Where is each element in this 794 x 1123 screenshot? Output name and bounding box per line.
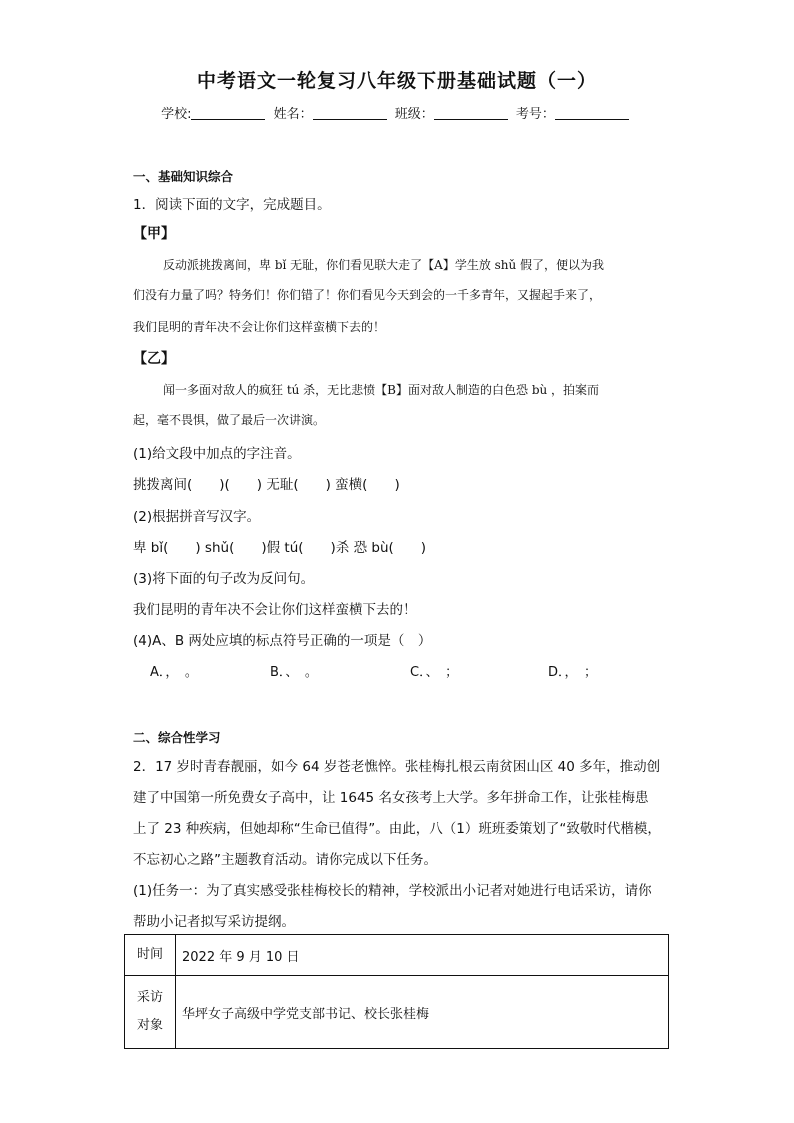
name-label: 姓名： bbox=[273, 107, 313, 122]
subquestion2: (2)根据拼音写汉字。 bbox=[133, 509, 261, 525]
passage-jia-label: 【甲】 bbox=[133, 226, 175, 242]
class-blank[interactable] bbox=[434, 106, 508, 120]
time-header: 时间 bbox=[125, 935, 176, 976]
time-value: 2022 年 9 月 10 日 bbox=[176, 935, 669, 976]
section2-heading: 二、综合性学习 bbox=[133, 730, 221, 745]
exam-no-label: 考号： bbox=[515, 107, 555, 122]
passage-jia-line2: 们没有力量了吗？特务们！你们错了！你们看见今天到会的一千多青年，又握起手来了， bbox=[133, 288, 602, 302]
exam-no-blank[interactable] bbox=[555, 106, 629, 120]
school-blank[interactable] bbox=[191, 106, 265, 120]
name-blank[interactable] bbox=[313, 106, 387, 120]
subquestion1-answer-blanks[interactable]: 挑拨离间( )( ) 无耻( ) 蛮横( ) bbox=[133, 477, 400, 493]
interviewee-header-line2: 对象 bbox=[136, 1018, 163, 1033]
question2-line4: 不忘初心之路”主题教育活动。请你完成以下任务。 bbox=[133, 852, 437, 868]
option-c[interactable]: C．、 ； bbox=[410, 665, 459, 680]
subquestion3-sentence: 我们昆明的青年决不会让你们这样蛮横下去的！ bbox=[133, 602, 417, 618]
question1-stem: 1．阅读下面的文字，完成题目。 bbox=[133, 197, 331, 213]
interviewee-header-line1: 采访 bbox=[136, 990, 163, 1005]
task1-line2: 帮助小记者拟写采访提纲。 bbox=[133, 914, 295, 930]
passage-yi-label: 【乙】 bbox=[133, 351, 175, 367]
question2-line1: 2．17 岁时青春靓丽，如今 64 岁苍老憔悴。张桂梅扎根云南贫困山区 40 多年，推动创 bbox=[133, 759, 661, 775]
table-row bbox=[125, 935, 669, 976]
option-b[interactable]: B．、 。 bbox=[270, 665, 318, 680]
class-label: 班级： bbox=[394, 107, 434, 122]
task1-line1: (1)任务一：为了真实感受张桂梅校长的精神，学校派出小记者对她进行电话采访，请你 bbox=[133, 883, 652, 899]
subquestion3: (3)将下面的句子改为反问句。 bbox=[133, 571, 315, 587]
passage-yi-line1: 闻一多面对敌人的疯狂 tú 杀，无比悲愤【B】面对敌人制造的白色恐 bù ，拍案而 bbox=[163, 383, 600, 397]
passage-yi-line2: 起，毫不畏惧，做了最后一次讲演。 bbox=[133, 413, 326, 427]
option-d[interactable]: D．， ； bbox=[548, 665, 598, 680]
table-row bbox=[125, 976, 669, 1049]
page-title: 中考语文一轮复习八年级下册基础试题（一） bbox=[196, 70, 597, 92]
section1-heading: 一、基础知识综合 bbox=[133, 169, 234, 184]
school-label: 学校: bbox=[161, 107, 192, 122]
interviewee-value: 华坪女子高级中学党支部书记、校长张桂梅 bbox=[176, 976, 669, 1049]
subquestion1: (1)给文段中加点的字注音。 bbox=[133, 446, 301, 462]
student-info-line bbox=[0, 103, 794, 122]
subquestion4: (4)A、B 两处应填的标点符号正确的一项是（ ） bbox=[133, 633, 432, 649]
subquestion2-answer-blanks[interactable]: 卑 bǐ( ) shǔ( )假 tú( )杀 恐 bù( ) bbox=[133, 540, 427, 556]
option-a[interactable]: A．， 。 bbox=[150, 665, 198, 680]
interview-outline-table bbox=[124, 934, 669, 1049]
question2-line3: 上了 23 种疾病，但她却称“生命已值得”。由此，八（1）班班委策划了“致敬时代楷模， bbox=[133, 821, 661, 837]
interviewee-header bbox=[125, 976, 176, 1049]
passage-jia-line1: 反动派挑拨离间，卑 bǐ 无耻，你们看见联大走了【A】学生放 shǔ 假了，便以为我 bbox=[163, 258, 605, 272]
question2-line2: 建了中国第一所免费女子高中，让 1645 名女孩考上大学。多年拼命工作，让张桂梅患 bbox=[133, 790, 649, 806]
passage-jia-line3: 我们昆明的青年决不会让你们这样蛮横下去的！ bbox=[133, 320, 386, 334]
